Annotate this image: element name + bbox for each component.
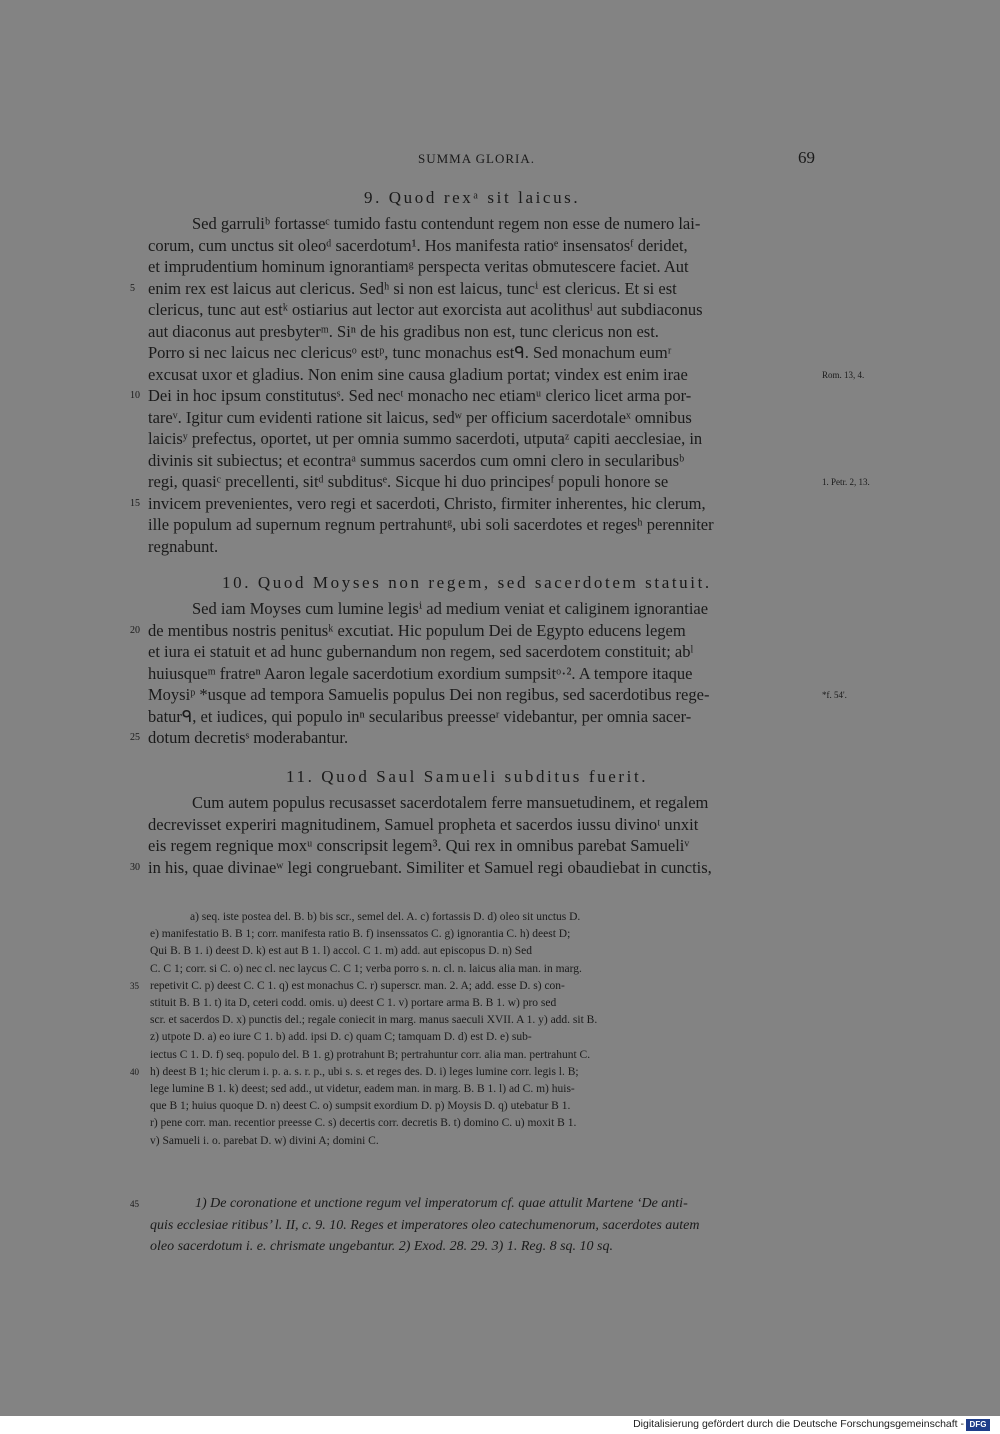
footer-credit: Digitalisierung gefördert durch die Deutsche Forschungsgemeinschaft - xyxy=(633,1418,964,1430)
text-line: excusat uxor et gladius. Non enim sine causa gladium portat; vindex est enim irae xyxy=(148,364,688,384)
text-line: aut diaconus aut presbyterᵐ. Siⁿ de his gradibus non est, tunc clericus non est. xyxy=(148,321,659,341)
apparatus-line: iectus C 1. D. f) seq. populo del. B 1. g) protrahunt B; pertrahuntur corr. alia man. pertrahunt C. xyxy=(150,1048,591,1061)
text-line: in his, quae divinaeʷ legi congruebant. Similiter et Samuel regi obaudiebat in cunctis, xyxy=(148,857,712,877)
section-heading: 11. Quod Saul Samueli subditus fuerit. xyxy=(286,767,649,786)
page-number: 69 xyxy=(798,148,815,167)
apparatus-line: a) seq. iste postea del. B. b) bis scr., semel del. A. c) fortassis D. d) oleo sit unctus D. xyxy=(190,911,581,923)
text-line: Sed garruliᵇ fortasseᶜ tumido fastu contendunt regem non esse de numero lai- xyxy=(192,214,701,233)
line-number: 45 xyxy=(130,1199,139,1209)
text-line: divinis sit subiectus; et econtraᵃ summus sacerdos cum omni clero in secularibusᵇ xyxy=(148,450,685,470)
line-number: 10 xyxy=(130,390,140,401)
apparatus-line: z) utpote D. a) eo iure C 1. b) add. ipsi D. c) quam C; tamquam D. d) est D. e) sub- xyxy=(150,1031,532,1044)
text-line: corum, cum unctus sit oleoᵈ sacerdotum¹. Hos manifesta ratioᵉ insensatosᶠ deridet, xyxy=(148,235,688,255)
apparatus-line: que B 1; huius quoque D. n) deest C. o) sumpsit exordium D. p) Moysis D. q) utebatur B 1. xyxy=(150,1100,571,1113)
running-head: SUMMA GLORIA. xyxy=(418,151,536,166)
line-number: 30 xyxy=(130,861,140,873)
line-number: 15 xyxy=(130,497,140,509)
text-line: de mentibus nostris penitusᵏ excutiat. Hic populum Dei de Egypto educens legem xyxy=(148,620,686,640)
dfg-logo: DFG xyxy=(966,1419,990,1431)
text-line: enim rex est laicus aut clericus. Sedʰ si non est laicus, tuncⁱ est clericus. Et si est xyxy=(148,278,677,298)
text-line: decrevisset experiri magnitudinem, Samuel propheta et sacerdos iussu divinoᵗ unxit xyxy=(148,814,699,834)
text-line: Porro si nec laicus nec clericusᵒ estᵖ, tunc monachus estᑫ. Sed monachum eumʳ xyxy=(148,343,672,362)
margin-reference: *f. 54'. xyxy=(822,690,847,700)
text-line: regnabunt. xyxy=(148,536,219,556)
line-number: 35 xyxy=(130,980,139,991)
text-line: Sed iam Moyses cum lumine legisⁱ ad medium veniat et caliginem ignorantiae xyxy=(192,599,709,618)
footnote-line: 1) De coronatione et unctione regum vel imperatorum cf. quae attulit Martene ‘De anti- xyxy=(195,1196,688,1211)
section-heading: 10. Quod Moyses non regem, sed sacerdotem statuit. xyxy=(222,573,712,592)
text-line: et iura ei statuit et ad hunc gubernandum non regem, sed sacerdotem constituit; abˡ xyxy=(148,642,694,661)
apparatus-line: repetivit C. p) deest C. C 1. q) est monachus C. r) superscr. man. 2. A; add. esse D. s) con- xyxy=(150,979,565,992)
apparatus-line: scr. et sacerdos D. x) punctis del.; regale coniecit in marg. manus saeculi XVII. A 1. y) add. sit B. xyxy=(150,1014,598,1027)
text-line: laicisʸ prefectus, oportet, ut per omnia summo sacerdoti, utputaᶻ capiti aecclesiae, in xyxy=(148,429,703,448)
apparatus-line: stituit B. B 1. t) ita D, ceteri codd. omis. u) deest C 1. v) portare arma B. B 1. w) pro sed xyxy=(150,997,557,1009)
text-line: dotum decretisˢ moderabantur. xyxy=(148,728,349,747)
line-number: 20 xyxy=(130,624,140,636)
line-number: 25 xyxy=(130,732,140,743)
text-line: invicem prevenientes, vero regi et sacerdoti, Christo, firmiter inherentes, hic clerum, xyxy=(148,493,706,513)
apparatus-line: v) Samueli i. o. parebat D. w) divini A; domini C. xyxy=(150,1134,379,1147)
apparatus-line: e) manifestatio B. B 1; corr. manifesta ratio B. f) insenssatos C. g) ignorantia C. h) deest D; xyxy=(150,928,571,941)
apparatus-line: r) pene corr. man. recentior preesse C. s) decertis corr. decretis B. t) domino C. u) moxit B 1. xyxy=(150,1117,577,1130)
text-line: eis regem regnique moxᵘ conscripsit legem³. Qui rex in omnibus parebat Samueliᵛ xyxy=(148,836,690,855)
text-line: et imprudentium hominum ignorantiamᵍ perspecta veritas obmutescere faciet. Aut xyxy=(148,257,689,276)
text-line: clericus, tunc aut estᵏ ostiarius aut lector aut exorcista aut acolithusˡ aut subdiaconus xyxy=(148,300,703,319)
text-line: Cum autem populus recusasset sacerdotalem ferre mansuetudinem, et regalem xyxy=(192,793,709,812)
apparatus-line: lege lumine B 1. k) deest; sed add., ut videtur, eadem man. in marg. B. B 1. l) ad C. m) huis- xyxy=(150,1083,575,1095)
text-line: Moysiᵖ *usque ad tempora Samuelis populus Dei non regibus, sed sacerdotibus rege- xyxy=(148,685,710,704)
text-line: huiusqueᵐ fratreⁿ Aaron legale sacerdotium exordium sumpsitᵒ·². A tempore itaque xyxy=(148,663,693,683)
text-line: tareᵛ. Igitur cum evidenti ratione sit laicus, sedʷ per officium sacerdotaleˣ omnibus xyxy=(148,407,692,427)
text-line: Dei in hoc ipsum constitutusˢ. Sed necᵗ monacho nec etiamᵘ clerico licet arma por- xyxy=(148,386,692,405)
apparatus-line: Qui B. B 1. i) deest D. k) est aut B 1. l) accol. C 1. m) add. aut episcopus D. n) Sed xyxy=(150,945,532,958)
apparatus-line: h) deest B 1; hic clerum i. p. a. s. r. p., ubi s. s. et reges des. D. i) leges lumine corr. legis l. B; xyxy=(150,1065,579,1078)
text-line: ille populum ad supernum regnum pertrahuntᵍ, ubi soli sacerdotes et regesʰ perenniter xyxy=(148,515,714,534)
footnote-line: quis ecclesiae ritibus’ l. II, c. 9. 10. Reges et imperatores oleo catechumenorum, sacerdotes autem xyxy=(150,1217,700,1233)
line-number: 5 xyxy=(130,282,135,294)
margin-reference: Rom. 13, 4. xyxy=(822,369,865,380)
margin-reference: 1. Petr. 2, 13. xyxy=(822,477,870,487)
footnote-line: oleo sacerdotum i. e. chrismate ungebantur. 2) Exod. 28. 29. 3) 1. Reg. 8 sq. 10 sq. xyxy=(150,1239,613,1254)
text-line: regi, quasiᶜ precellenti, sitᵈ subditusᵉ. Sicque hi duo principesᶠ populi honore se xyxy=(148,472,669,491)
line-number: 40 xyxy=(130,1066,139,1077)
text-line: baturᑫ, et iudices, qui populo inⁿ secularibus preesseʳ videbantur, per omnia sacer- xyxy=(148,706,692,726)
section-heading: 9. Quod rexᵃ sit laicus. xyxy=(364,188,581,207)
apparatus-line: C. C 1; corr. si C. o) nec cl. nec laycus C. C 1; verba porro s. n. cl. n. laicus alia man. in marg. xyxy=(150,962,582,975)
